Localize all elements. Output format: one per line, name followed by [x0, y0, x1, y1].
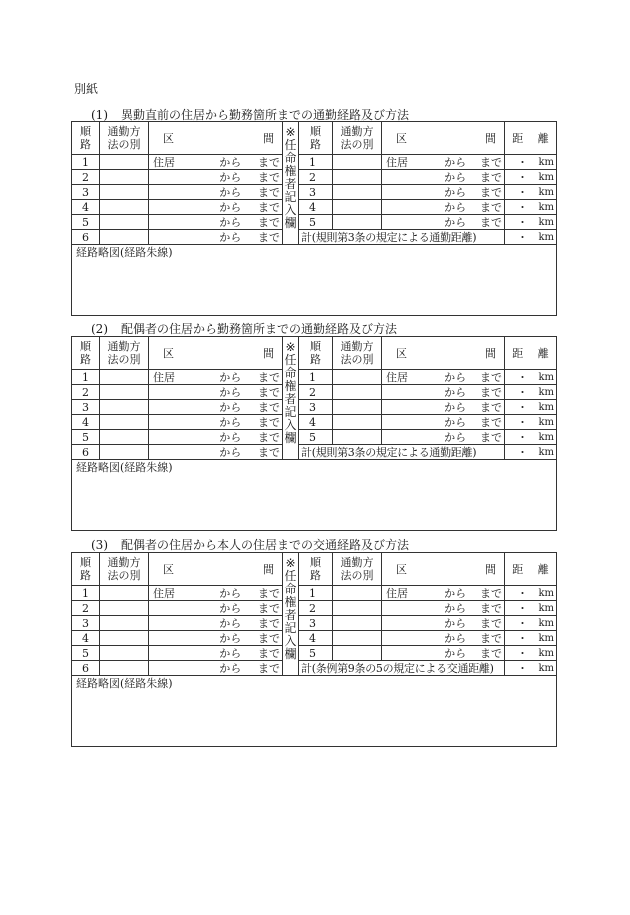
section-title-text: 配偶者の住居から勤務箇所までの通勤経路及び方法	[121, 322, 398, 336]
method-cell-right[interactable]	[333, 385, 382, 400]
method-cell[interactable]	[100, 646, 149, 661]
row-number: 2	[72, 601, 100, 616]
table-row	[72, 170, 557, 185]
total-distance-label: 計(条例第9条の5の規定による交通距離)	[299, 661, 505, 676]
table-row	[72, 185, 557, 200]
section-cell-right[interactable]: から まで	[382, 400, 505, 415]
row-number: 3	[72, 616, 100, 631]
route-table	[71, 121, 557, 316]
method-cell-right[interactable]	[333, 215, 382, 230]
table-row	[72, 430, 557, 445]
section-title-text: 配偶者の住居から本人の住居までの交通経路及び方法	[121, 538, 410, 552]
order-header: 順 路	[72, 553, 100, 586]
table-row	[72, 601, 557, 616]
method-header-right: 通勤方 法の別	[333, 553, 382, 586]
distance-header: 距 離	[505, 122, 557, 155]
route-table	[71, 336, 557, 531]
method-cell[interactable]	[100, 400, 149, 415]
method-cell-right[interactable]	[333, 601, 382, 616]
method-cell[interactable]	[100, 200, 149, 215]
method-cell[interactable]	[100, 155, 149, 170]
section-cell[interactable]: から まで	[149, 415, 283, 430]
method-cell[interactable]	[100, 661, 149, 676]
row-number: 5	[72, 430, 100, 445]
section-cell[interactable]: 住居 から まで	[149, 155, 283, 170]
method-cell-right[interactable]	[333, 155, 382, 170]
section-title	[91, 320, 397, 337]
order-header-right: 順 路	[299, 337, 333, 370]
section-cell-right[interactable]: から まで	[382, 415, 505, 430]
section-header-right: 区 間	[382, 337, 505, 370]
route-map-area[interactable]	[72, 676, 557, 747]
row-number: 4	[72, 415, 100, 430]
distance-cell[interactable]: ・ km	[505, 631, 557, 646]
row-number-right: 1	[299, 370, 333, 385]
row-number: 5	[72, 215, 100, 230]
row-number-right: 3	[299, 616, 333, 631]
section-cell-right[interactable]: 住居 から まで	[382, 155, 505, 170]
table-row	[72, 646, 557, 661]
section-title-text: 異動直前の住居から勤務箇所までの通勤経路及び方法	[121, 108, 410, 122]
row-number-right: 5	[299, 430, 333, 445]
method-cell[interactable]	[100, 370, 149, 385]
page-label: 別紙	[74, 82, 99, 96]
method-cell-right[interactable]	[333, 646, 382, 661]
method-cell-right[interactable]	[333, 400, 382, 415]
section-cell-right[interactable]: から まで	[382, 185, 505, 200]
row-number-right: 2	[299, 385, 333, 400]
section-cell[interactable]: から まで	[149, 616, 283, 631]
row-number-right: 3	[299, 185, 333, 200]
section-title	[91, 536, 409, 553]
distance-cell[interactable]: ・ km	[505, 385, 557, 400]
table-row	[72, 155, 557, 170]
method-header: 通勤方 法の別	[100, 337, 149, 370]
section-cell-right[interactable]: から まで	[382, 430, 505, 445]
section-header: 区 間	[149, 553, 283, 586]
distance-cell[interactable]: ・ km	[505, 646, 557, 661]
section-cell[interactable]: から まで	[149, 430, 283, 445]
map-row	[72, 460, 557, 531]
table-header-row	[72, 337, 557, 370]
method-cell[interactable]	[100, 586, 149, 601]
method-cell-right[interactable]	[333, 185, 382, 200]
row-number-right: 3	[299, 400, 333, 415]
row-number: 6	[72, 661, 100, 676]
section-cell-right[interactable]: から まで	[382, 631, 505, 646]
section-cell[interactable]: 住居 から まで	[149, 370, 283, 385]
section-cell-right[interactable]: から まで	[382, 646, 505, 661]
map-row	[72, 676, 557, 747]
section-header: 区 間	[149, 122, 283, 155]
table-row	[72, 200, 557, 215]
appointer-note-column: ※ 任 命 権 者 記 入 欄	[283, 337, 299, 460]
row-number: 6	[72, 230, 100, 245]
table-row	[72, 385, 557, 400]
table-row	[72, 215, 557, 230]
method-header: 通勤方 法の別	[100, 553, 149, 586]
map-label: 経路略図(経路朱線)	[76, 677, 173, 690]
order-header: 順 路	[72, 337, 100, 370]
row-number: 4	[72, 200, 100, 215]
section-cell-right[interactable]: から まで	[382, 601, 505, 616]
section-cell[interactable]: から まで	[149, 631, 283, 646]
row-number-right: 2	[299, 601, 333, 616]
appointer-note-column: ※ 任 命 権 者 記 入 欄	[283, 122, 299, 245]
method-cell[interactable]	[100, 601, 149, 616]
section-cell-right[interactable]: から まで	[382, 215, 505, 230]
table-row	[72, 616, 557, 631]
row-number: 1	[72, 370, 100, 385]
section-cell[interactable]: から まで	[149, 200, 283, 215]
order-header-right: 順 路	[299, 553, 333, 586]
section-cell[interactable]: から まで	[149, 601, 283, 616]
distance-cell[interactable]: ・ km	[505, 601, 557, 616]
distance-cell[interactable]: ・ km	[505, 616, 557, 631]
method-cell[interactable]	[100, 415, 149, 430]
method-header-right: 通勤方 法の別	[333, 122, 382, 155]
distance-cell[interactable]: ・ km	[505, 661, 557, 676]
total-distance-label: 計(規則第3条の規定による通勤距離)	[299, 230, 505, 245]
method-cell[interactable]	[100, 170, 149, 185]
method-header: 通勤方 法の別	[100, 122, 149, 155]
row-number: 4	[72, 631, 100, 646]
table-row	[72, 631, 557, 646]
section-cell[interactable]: から まで	[149, 215, 283, 230]
table-row	[72, 230, 557, 245]
row-number: 6	[72, 445, 100, 460]
section-number: (3)	[91, 538, 108, 552]
section-cell[interactable]: から まで	[149, 170, 283, 185]
method-cell[interactable]	[100, 445, 149, 460]
row-number-right: 1	[299, 155, 333, 170]
section-cell-right[interactable]: 住居 から まで	[382, 586, 505, 601]
method-cell-right[interactable]	[333, 586, 382, 601]
row-number-right: 5	[299, 646, 333, 661]
row-number: 1	[72, 155, 100, 170]
row-number-right: 4	[299, 415, 333, 430]
route-table	[71, 552, 557, 747]
method-cell[interactable]	[100, 631, 149, 646]
distance-cell[interactable]: ・ km	[505, 155, 557, 170]
section-header-right: 区 間	[382, 122, 505, 155]
table-row	[72, 400, 557, 415]
section-cell[interactable]: から まで	[149, 230, 283, 245]
order-header: 順 路	[72, 122, 100, 155]
method-cell[interactable]	[100, 215, 149, 230]
route-map-area[interactable]	[72, 245, 557, 316]
section-cell-right[interactable]: から まで	[382, 385, 505, 400]
distance-cell[interactable]: ・ km	[505, 230, 557, 245]
row-number: 2	[72, 170, 100, 185]
table-header-row	[72, 122, 557, 155]
method-cell[interactable]	[100, 185, 149, 200]
section-cell[interactable]: から まで	[149, 646, 283, 661]
method-cell-right[interactable]	[333, 170, 382, 185]
route-map-area[interactable]	[72, 460, 557, 531]
total-distance-label: 計(規則第3条の規定による通勤距離)	[299, 445, 505, 460]
map-row	[72, 245, 557, 316]
distance-header: 距 離	[505, 553, 557, 586]
method-cell-right[interactable]	[333, 415, 382, 430]
section-number: (1)	[91, 108, 108, 122]
table-row	[72, 415, 557, 430]
method-cell-right[interactable]	[333, 200, 382, 215]
method-cell-right[interactable]	[333, 631, 382, 646]
table-row	[72, 445, 557, 460]
section-number: (2)	[91, 322, 108, 336]
row-number-right: 1	[299, 586, 333, 601]
method-cell[interactable]	[100, 230, 149, 245]
table-header-row	[72, 553, 557, 586]
section-cell[interactable]: から まで	[149, 661, 283, 676]
section-cell-right[interactable]: 住居 から まで	[382, 370, 505, 385]
distance-cell[interactable]: ・ km	[505, 370, 557, 385]
section-cell[interactable]: から まで	[149, 385, 283, 400]
method-cell-right[interactable]	[333, 616, 382, 631]
section-header-right: 区 間	[382, 553, 505, 586]
distance-header: 距 離	[505, 337, 557, 370]
table-row	[72, 370, 557, 385]
section-cell[interactable]: から まで	[149, 400, 283, 415]
order-header-right: 順 路	[299, 122, 333, 155]
section-cell[interactable]: から まで	[149, 185, 283, 200]
row-number-right: 5	[299, 215, 333, 230]
section-cell[interactable]: 住居 から まで	[149, 586, 283, 601]
row-number: 3	[72, 185, 100, 200]
row-number: 2	[72, 385, 100, 400]
row-number-right: 4	[299, 200, 333, 215]
method-cell[interactable]	[100, 616, 149, 631]
distance-cell[interactable]: ・ km	[505, 185, 557, 200]
row-number: 3	[72, 400, 100, 415]
distance-cell[interactable]: ・ km	[505, 400, 557, 415]
distance-cell[interactable]: ・ km	[505, 215, 557, 230]
section-header: 区 間	[149, 337, 283, 370]
row-number: 1	[72, 586, 100, 601]
table-row	[72, 586, 557, 601]
section-cell-right[interactable]: から まで	[382, 170, 505, 185]
appointer-note-column: ※ 任 命 権 者 記 入 欄	[283, 553, 299, 676]
map-label: 経路略図(経路朱線)	[76, 461, 173, 474]
distance-cell[interactable]: ・ km	[505, 415, 557, 430]
row-number: 5	[72, 646, 100, 661]
distance-cell[interactable]: ・ km	[505, 586, 557, 601]
distance-cell[interactable]: ・ km	[505, 170, 557, 185]
section-cell[interactable]: から まで	[149, 445, 283, 460]
section-cell-right[interactable]: から まで	[382, 616, 505, 631]
row-number-right: 4	[299, 631, 333, 646]
row-number-right: 2	[299, 170, 333, 185]
method-cell[interactable]	[100, 430, 149, 445]
method-cell-right[interactable]	[333, 430, 382, 445]
method-cell[interactable]	[100, 385, 149, 400]
map-label: 経路略図(経路朱線)	[76, 246, 173, 259]
method-header-right: 通勤方 法の別	[333, 337, 382, 370]
table-row	[72, 661, 557, 676]
section-cell-right[interactable]: から まで	[382, 200, 505, 215]
distance-cell[interactable]: ・ km	[505, 445, 557, 460]
distance-cell[interactable]: ・ km	[505, 200, 557, 215]
distance-cell[interactable]: ・ km	[505, 430, 557, 445]
method-cell-right[interactable]	[333, 370, 382, 385]
